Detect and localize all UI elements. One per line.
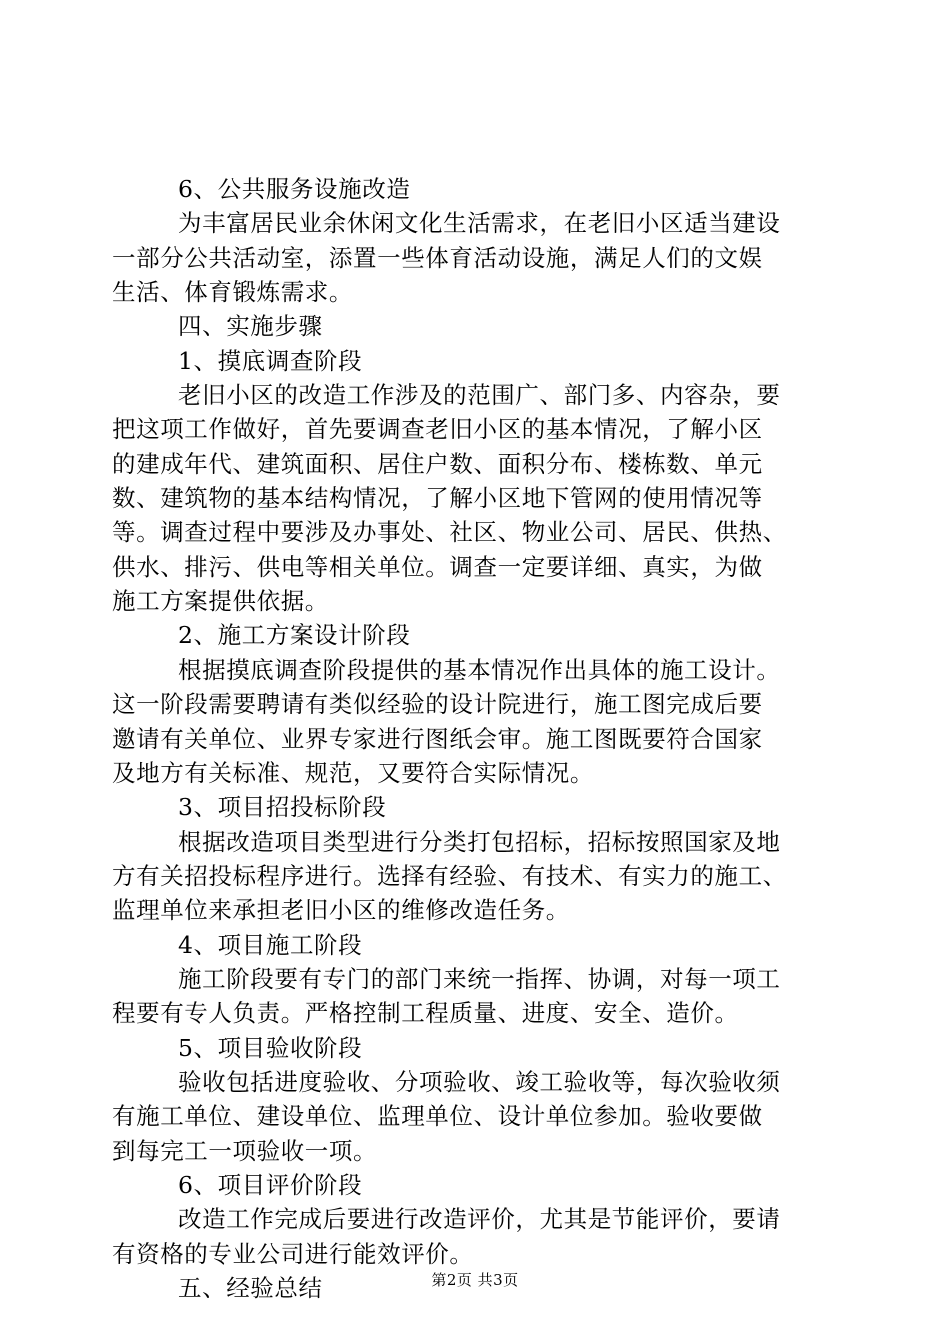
text-line: 4、项目施工阶段	[178, 930, 363, 959]
text-line: 5、项目验收阶段	[178, 1033, 363, 1062]
text-line: 3、项目招投标阶段	[178, 793, 387, 822]
text-line: 把这项工作做好，首先要调查老旧小区的基本情况，了解小区	[112, 415, 763, 444]
text-line: 6、公共服务设施改造	[178, 175, 411, 203]
document-body	[112, 172, 832, 1305]
text-line: 有施工单位、建设单位、监理单位、设计单位参加。验收要做	[112, 1102, 763, 1131]
text-line: 四、实施步骤	[178, 312, 323, 341]
text-line: 根据改造项目类型进行分类打包招标，招标按照国家及地	[178, 827, 781, 856]
text-line: 根据摸底调查阶段提供的基本情况作出具体的施工设计。	[178, 655, 781, 684]
text-line: 生活、体育锻炼需求。	[112, 278, 353, 307]
text-line: 施工阶段要有专门的部门来统一指挥、协调，对每一项工	[178, 964, 781, 993]
text-line: 供水、排污、供电等相关单位。调查一定要详细、真实，为做	[112, 552, 763, 581]
text-line: 到每完工一项验收一项。	[112, 1136, 378, 1165]
text-line: 程要有专人负责。严格控制工程质量、进度、安全、造价。	[112, 999, 739, 1028]
text-line: 等。调查过程中要涉及办事处、社区、物业公司、居民、供热、	[112, 518, 787, 547]
page-footer: 第2页 共3页	[431, 1271, 519, 1289]
text-line: 6、项目评价阶段	[178, 1170, 363, 1199]
text-line: 施工方案提供依据。	[112, 587, 329, 616]
text-line: 为丰富居民业余休闲文化生活需求，在老旧小区适当建设	[178, 209, 781, 238]
text-line: 老旧小区的改造工作涉及的范围广、部门多、内容杂，要	[178, 381, 781, 410]
text-line: 数、建筑物的基本结构情况，了解小区地下管网的使用情况等	[112, 484, 763, 513]
text-line: 验收包括进度验收、分项验收、竣工验收等，每次验收须	[178, 1067, 781, 1096]
text-line: 五、经验总结	[178, 1274, 323, 1302]
text-line: 1、摸底调查阶段	[178, 346, 363, 375]
text-line: 监理单位来承担老旧小区的维修改造任务。	[112, 896, 570, 925]
text-line: 邀请有关单位、业界专家进行图纸会审。施工图既要符合国家	[112, 724, 763, 753]
text-line: 2、施工方案设计阶段	[178, 621, 411, 650]
text-line: 一部分公共活动室，添置一些体育活动设施，满足人们的文娱	[112, 243, 763, 272]
text-line: 及地方有关标准、规范，又要符合实际情况。	[112, 758, 594, 787]
text-line: 改造工作完成后要进行改造评价，尤其是节能评价，要请	[178, 1205, 781, 1234]
text-line: 有资格的专业公司进行能效评价。	[112, 1239, 474, 1268]
text-line: 方有关招投标程序进行。选择有经验、有技术、有实力的施工、	[112, 861, 787, 890]
text-line: 这一阶段需要聘请有类似经验的设计院进行，施工图完成后要	[112, 690, 763, 719]
text-line: 的建成年代、建筑面积、居住户数、面积分布、楼栋数、单元	[112, 449, 763, 478]
